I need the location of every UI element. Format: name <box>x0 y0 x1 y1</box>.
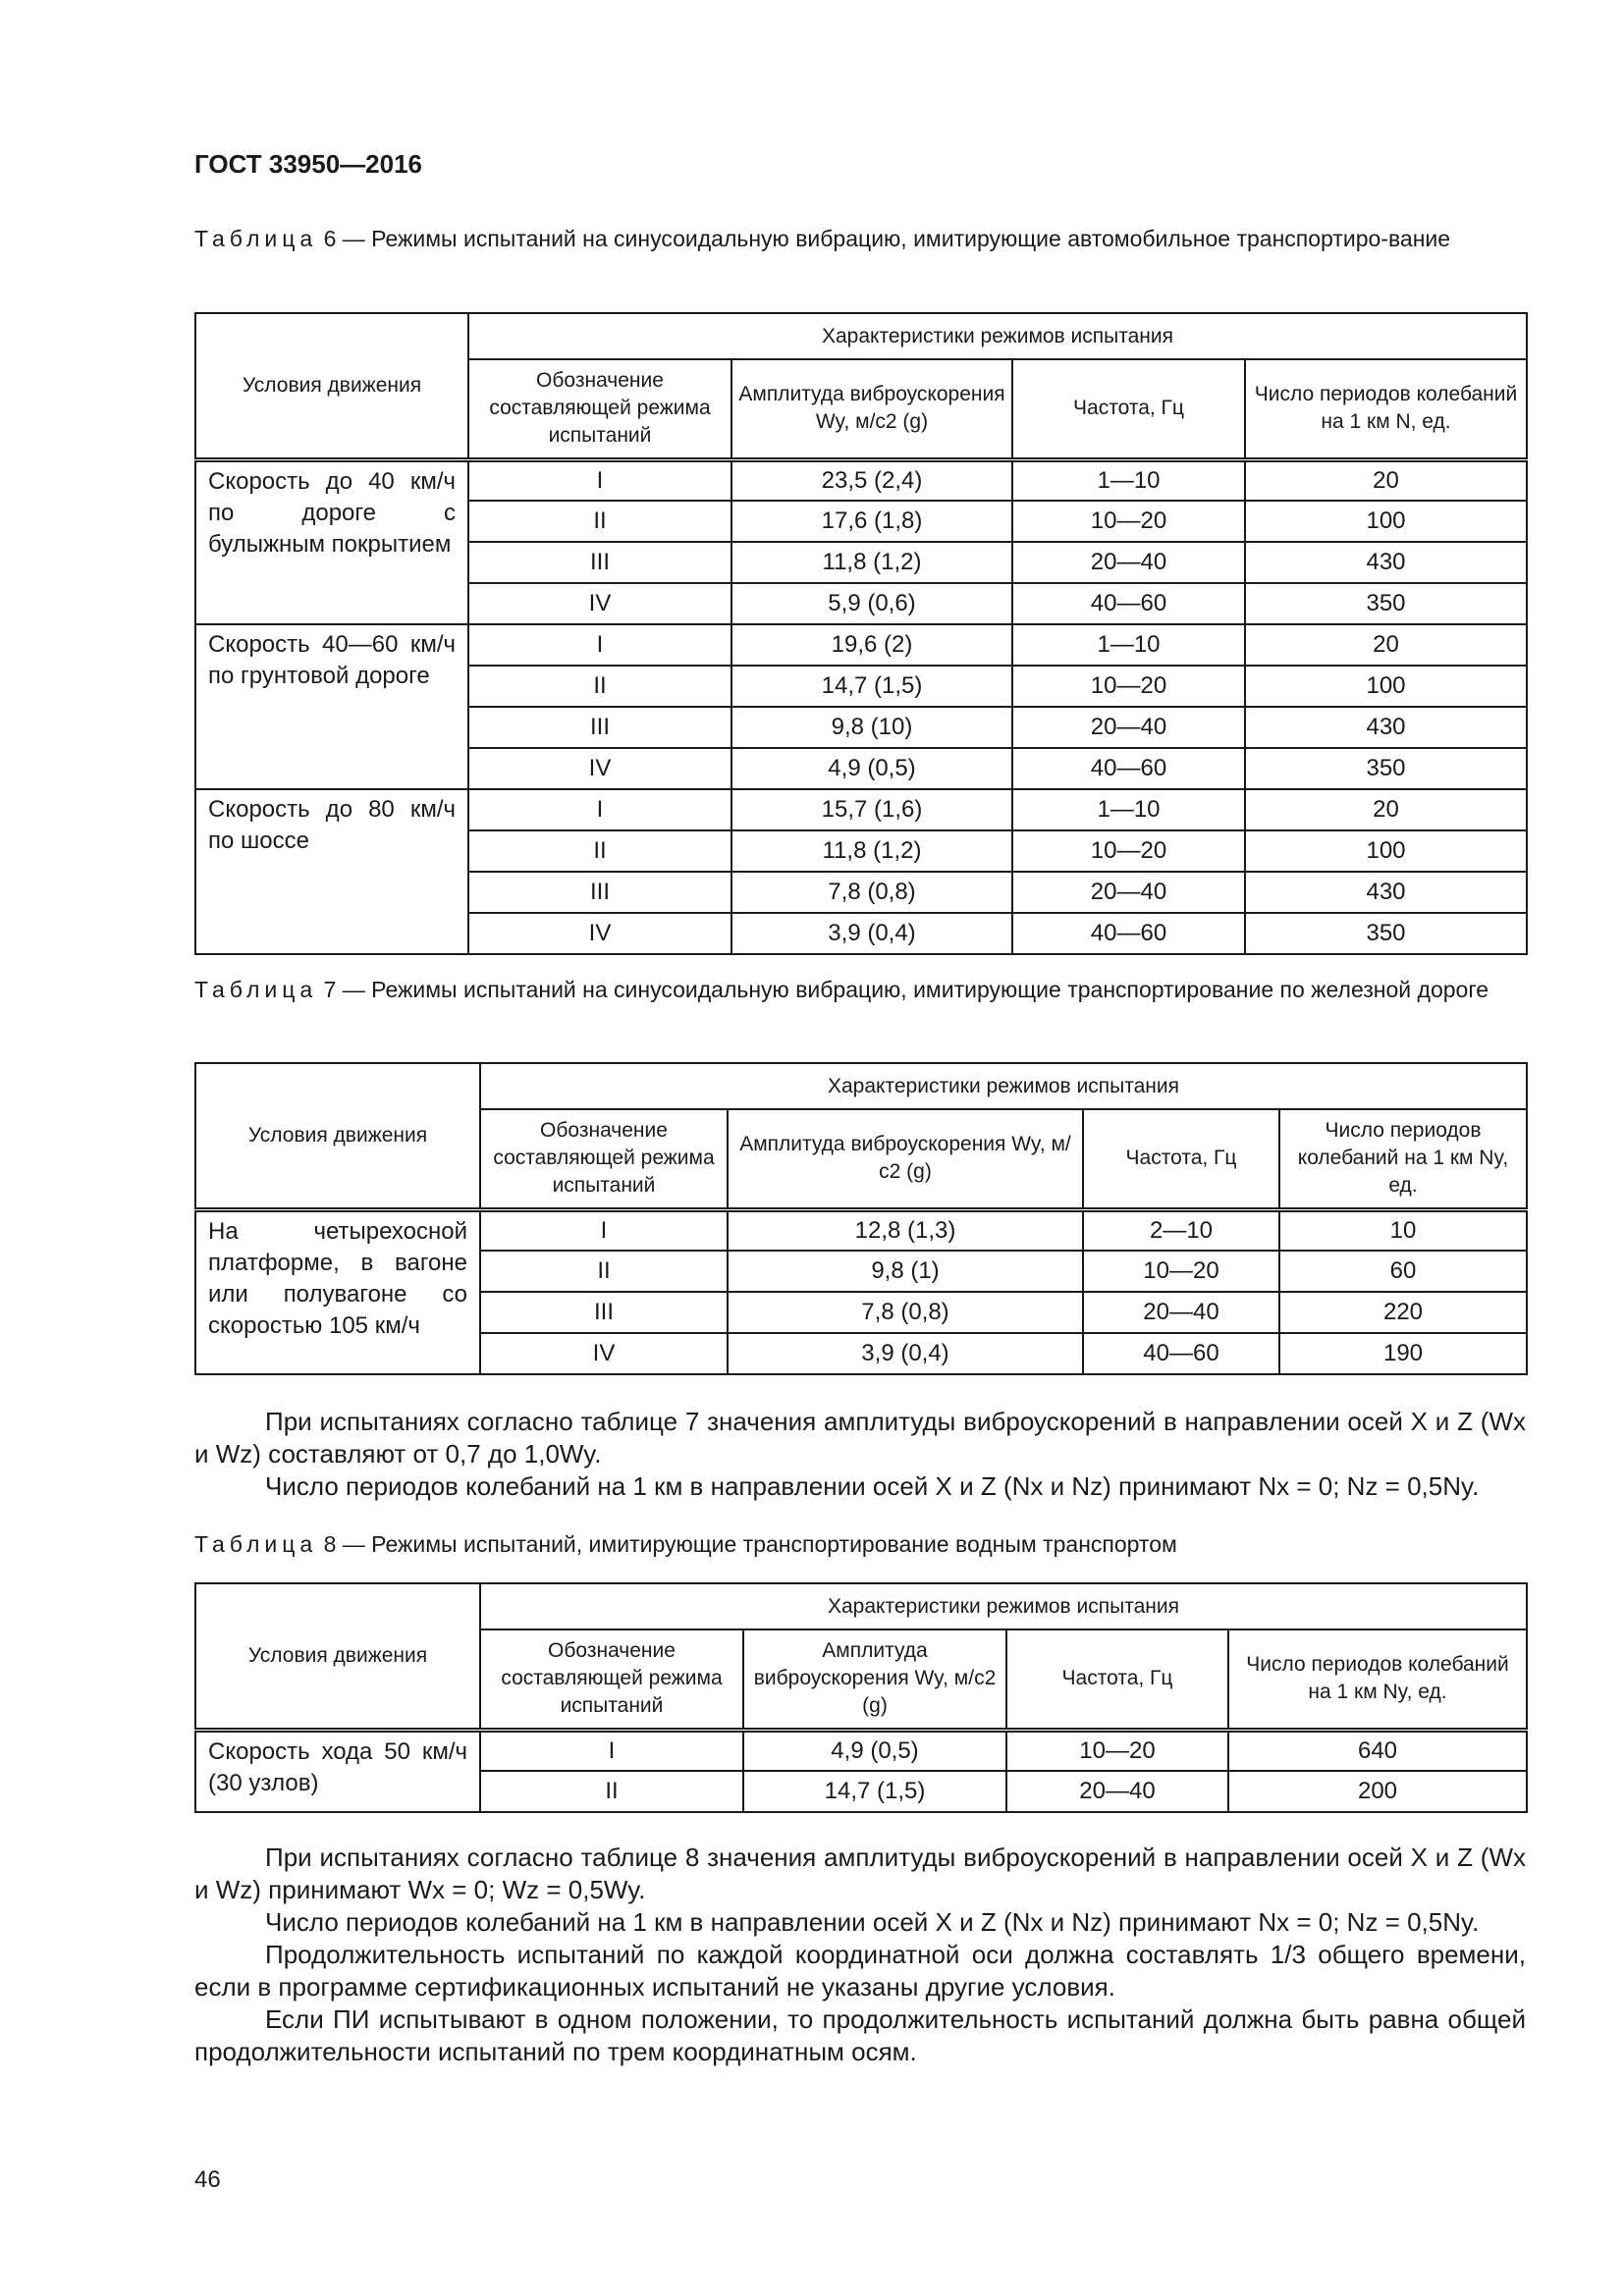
table7-caption-text: 7 — Режимы испытаний на синусоидальную вибрацию, имитирующие транспортирование по железной дороге <box>317 977 1489 1002</box>
table6-designation-cell: IV <box>468 583 731 624</box>
table7-frequency-cell: 10—20 <box>1083 1251 1279 1292</box>
table6-caption-label: Таблица <box>194 226 318 251</box>
table7-amplitude-cell: 7,8 (0,8) <box>728 1292 1083 1333</box>
table7-caption-label: Таблица <box>194 977 318 1002</box>
table7-head-frequency: Частота, Гц <box>1083 1109 1279 1209</box>
table6-frequency-cell: 20—40 <box>1012 872 1245 913</box>
table6-periods-cell: 350 <box>1245 913 1527 954</box>
table7-periods-cell: 220 <box>1279 1292 1527 1333</box>
table7-designation-cell: IV <box>480 1333 728 1374</box>
table6-periods-cell: 430 <box>1245 872 1527 913</box>
table6-designation-cell: III <box>468 707 731 748</box>
table6-amplitude-cell: 9,8 (10) <box>731 707 1012 748</box>
table7-designation-cell: I <box>480 1209 728 1251</box>
table7-periods-cell: 60 <box>1279 1251 1527 1292</box>
table7-designation-cell: III <box>480 1292 728 1333</box>
table6-frequency-cell: 1—10 <box>1012 789 1245 830</box>
table8-frequency-cell: 20—40 <box>1006 1771 1228 1812</box>
table6-amplitude-cell: 7,8 (0,8) <box>731 872 1012 913</box>
table6-amplitude-cell: 3,9 (0,4) <box>731 913 1012 954</box>
table8-head-designation: Обозначение составляющей режима испытаний <box>480 1629 743 1730</box>
table8-head-amplitude: Амплитуда виброускорения Wy, м/с2 (g) <box>743 1629 1006 1730</box>
table6-caption-text: 6 — Режимы испытаний на синусоидальную вибрацию, имитирующие автомобильное транспортиро-вание <box>317 226 1451 251</box>
table6-head-periods: Число периодов колебаний на 1 км N, ед. <box>1245 359 1527 459</box>
table6-head-amplitude: Амплитуда виброускорения Wy, м/с2 (g) <box>731 359 1012 459</box>
table6-designation-cell: II <box>468 830 731 872</box>
table8-caption-label: Таблица <box>194 1531 318 1557</box>
document-header: ГОСТ 33950—2016 <box>194 149 422 179</box>
table7 <box>194 1062 1528 1375</box>
table6-amplitude-cell: 23,5 (2,4) <box>731 459 1012 501</box>
table8-head-group: Характеристики режимов испытания <box>480 1583 1527 1629</box>
table6-frequency-cell: 40—60 <box>1012 583 1245 624</box>
table6-amplitude-cell: 4,9 (0,5) <box>731 748 1012 789</box>
table6-condition-cell: Скорость до 40 км/ч по дороге с булыжным покрытием <box>195 459 468 624</box>
table7-designation-cell: II <box>480 1251 728 1292</box>
table7-frequency-cell: 2—10 <box>1083 1209 1279 1251</box>
table8-head-periods: Число периодов колебаний на 1 км Ny, ед. <box>1228 1629 1527 1730</box>
table6-caption <box>194 222 1526 256</box>
table8-caption <box>194 1527 1526 1562</box>
table6-periods-cell: 20 <box>1245 789 1527 830</box>
table6-frequency-cell: 20—40 <box>1012 707 1245 748</box>
table8-frequency-cell: 10—20 <box>1006 1730 1228 1771</box>
table6-periods-cell: 430 <box>1245 707 1527 748</box>
table7-head-amplitude: Амплитуда виброускорения Wy, м/с2 (g) <box>728 1109 1083 1209</box>
table7-head-conditions: Условия движения <box>195 1063 480 1209</box>
table6-amplitude-cell: 5,9 (0,6) <box>731 583 1012 624</box>
table6-periods-cell: 350 <box>1245 748 1527 789</box>
table6-periods-cell: 100 <box>1245 666 1527 707</box>
table8-designation-cell: I <box>480 1730 743 1771</box>
table6-row <box>195 624 1527 666</box>
table7-amplitude-cell: 12,8 (1,3) <box>728 1209 1083 1251</box>
table6-amplitude-cell: 19,6 (2) <box>731 624 1012 666</box>
table6 <box>194 312 1528 955</box>
table6-row <box>195 789 1527 830</box>
table7-amplitude-cell: 9,8 (1) <box>728 1251 1083 1292</box>
table6-frequency-cell: 10—20 <box>1012 501 1245 542</box>
table6-designation-cell: II <box>468 666 731 707</box>
table8-note-3: Продолжительность испытаний по каждой координатной оси должна составлять 1/3 общего времени, если в программе сертификационных испытаний не указаны другие условия. <box>194 1940 1526 2002</box>
table7-caption <box>194 973 1526 1007</box>
table6-designation-cell: III <box>468 542 731 583</box>
table6-head-frequency: Частота, Гц <box>1012 359 1245 459</box>
table6-amplitude-cell: 14,7 (1,5) <box>731 666 1012 707</box>
table8-periods-cell: 640 <box>1228 1730 1527 1771</box>
table6-periods-cell: 430 <box>1245 542 1527 583</box>
table7-note-2: Число периодов колебаний на 1 км в направлении осей X и Z (Nx и Nz) принимают Nx = 0; Nz = 0,5Ny. <box>265 1471 1480 1501</box>
table6-frequency-cell: 1—10 <box>1012 624 1245 666</box>
table8-note-2: Число периодов колебаний на 1 км в направлении осей X и Z (Nx и Nz) принимают Nx = 0; Nz = 0,5Ny. <box>265 1907 1480 1937</box>
table6-designation-cell: I <box>468 624 731 666</box>
table6-frequency-cell: 20—40 <box>1012 542 1245 583</box>
table7-row <box>195 1209 1527 1251</box>
table8-condition-cell: Скорость хода 50 км/ч (30 узлов) <box>195 1730 480 1812</box>
table6-frequency-cell: 40—60 <box>1012 748 1245 789</box>
table8-head-frequency: Частота, Гц <box>1006 1629 1228 1730</box>
table6-amplitude-cell: 11,8 (1,2) <box>731 830 1012 872</box>
table6-condition-cell: Скорость 40—60 км/ч по грунтовой дороге <box>195 624 468 789</box>
table6-designation-cell: II <box>468 501 731 542</box>
table6-periods-cell: 100 <box>1245 830 1527 872</box>
table6-condition-cell: Скорость до 80 км/ч по шоссе <box>195 789 468 954</box>
table6-frequency-cell: 40—60 <box>1012 913 1245 954</box>
table7-frequency-cell: 40—60 <box>1083 1333 1279 1374</box>
table6-head-designation: Обозначение составляющей режима испытаний <box>468 359 731 459</box>
table8-designation-cell: II <box>480 1771 743 1812</box>
table6-frequency-cell: 1—10 <box>1012 459 1245 501</box>
table8-caption-text: 8 — Режимы испытаний, имитирующие транспортирование водным транспортом <box>317 1531 1177 1557</box>
table6-amplitude-cell: 11,8 (1,2) <box>731 542 1012 583</box>
table7-head-group: Характеристики режимов испытания <box>480 1063 1527 1109</box>
table6-periods-cell: 100 <box>1245 501 1527 542</box>
table6-head-group: Характеристики режимов испытания <box>468 313 1527 359</box>
table6-head-conditions: Условия движения <box>195 313 468 459</box>
table6-designation-cell: I <box>468 789 731 830</box>
table7-head-periods: Число периодов колебаний на 1 км Ny, ед. <box>1279 1109 1527 1209</box>
table8-note-1: При испытаниях согласно таблице 8 значения амплитуды виброускорений в направлении осей X и Z (Wx и Wz) принимают Wx = 0; Wz = 0,5Wy. <box>194 1842 1526 1904</box>
table7-amplitude-cell: 3,9 (0,4) <box>728 1333 1083 1374</box>
table6-frequency-cell: 10—20 <box>1012 830 1245 872</box>
table7-periods-cell: 10 <box>1279 1209 1527 1251</box>
table6-frequency-cell: 10—20 <box>1012 666 1245 707</box>
table8-amplitude-cell: 14,7 (1,5) <box>743 1771 1006 1812</box>
table6-designation-cell: III <box>468 872 731 913</box>
table7-note-1: При испытаниях согласно таблице 7 значения амплитуды виброускорений в направлении осей X и Z (Wx и Wz) составляют от 0,7 до 1,0Wy. <box>194 1407 1526 1468</box>
table6-designation-cell: IV <box>468 913 731 954</box>
table7-frequency-cell: 20—40 <box>1083 1292 1279 1333</box>
table6-designation-cell: IV <box>468 748 731 789</box>
table8-notes <box>194 1842 1526 2068</box>
table6-amplitude-cell: 15,7 (1,6) <box>731 789 1012 830</box>
table6-amplitude-cell: 17,6 (1,8) <box>731 501 1012 542</box>
table8-row <box>195 1730 1527 1771</box>
table7-periods-cell: 190 <box>1279 1333 1527 1374</box>
page-number: 46 <box>194 2166 221 2193</box>
table6-periods-cell: 350 <box>1245 583 1527 624</box>
table7-condition-cell: На четырехосной платформе, в вагоне или полувагоне со скоростью 105 км/ч <box>195 1209 480 1374</box>
table7-notes <box>194 1406 1526 1503</box>
table6-row <box>195 459 1527 501</box>
table6-periods-cell: 20 <box>1245 624 1527 666</box>
table6-periods-cell: 20 <box>1245 459 1527 501</box>
table8-periods-cell: 200 <box>1228 1771 1527 1812</box>
table8-note-4: Если ПИ испытывают в одном положении, то продолжительность испытаний должна быть равна общей продолжительности испытаний по трем координатным осям. <box>194 2004 1526 2066</box>
table7-head-designation: Обозначение составляющей режима испытаний <box>480 1109 728 1209</box>
table8-head-conditions: Условия движения <box>195 1583 480 1730</box>
table8 <box>194 1582 1528 1813</box>
table8-amplitude-cell: 4,9 (0,5) <box>743 1730 1006 1771</box>
table6-designation-cell: I <box>468 459 731 501</box>
